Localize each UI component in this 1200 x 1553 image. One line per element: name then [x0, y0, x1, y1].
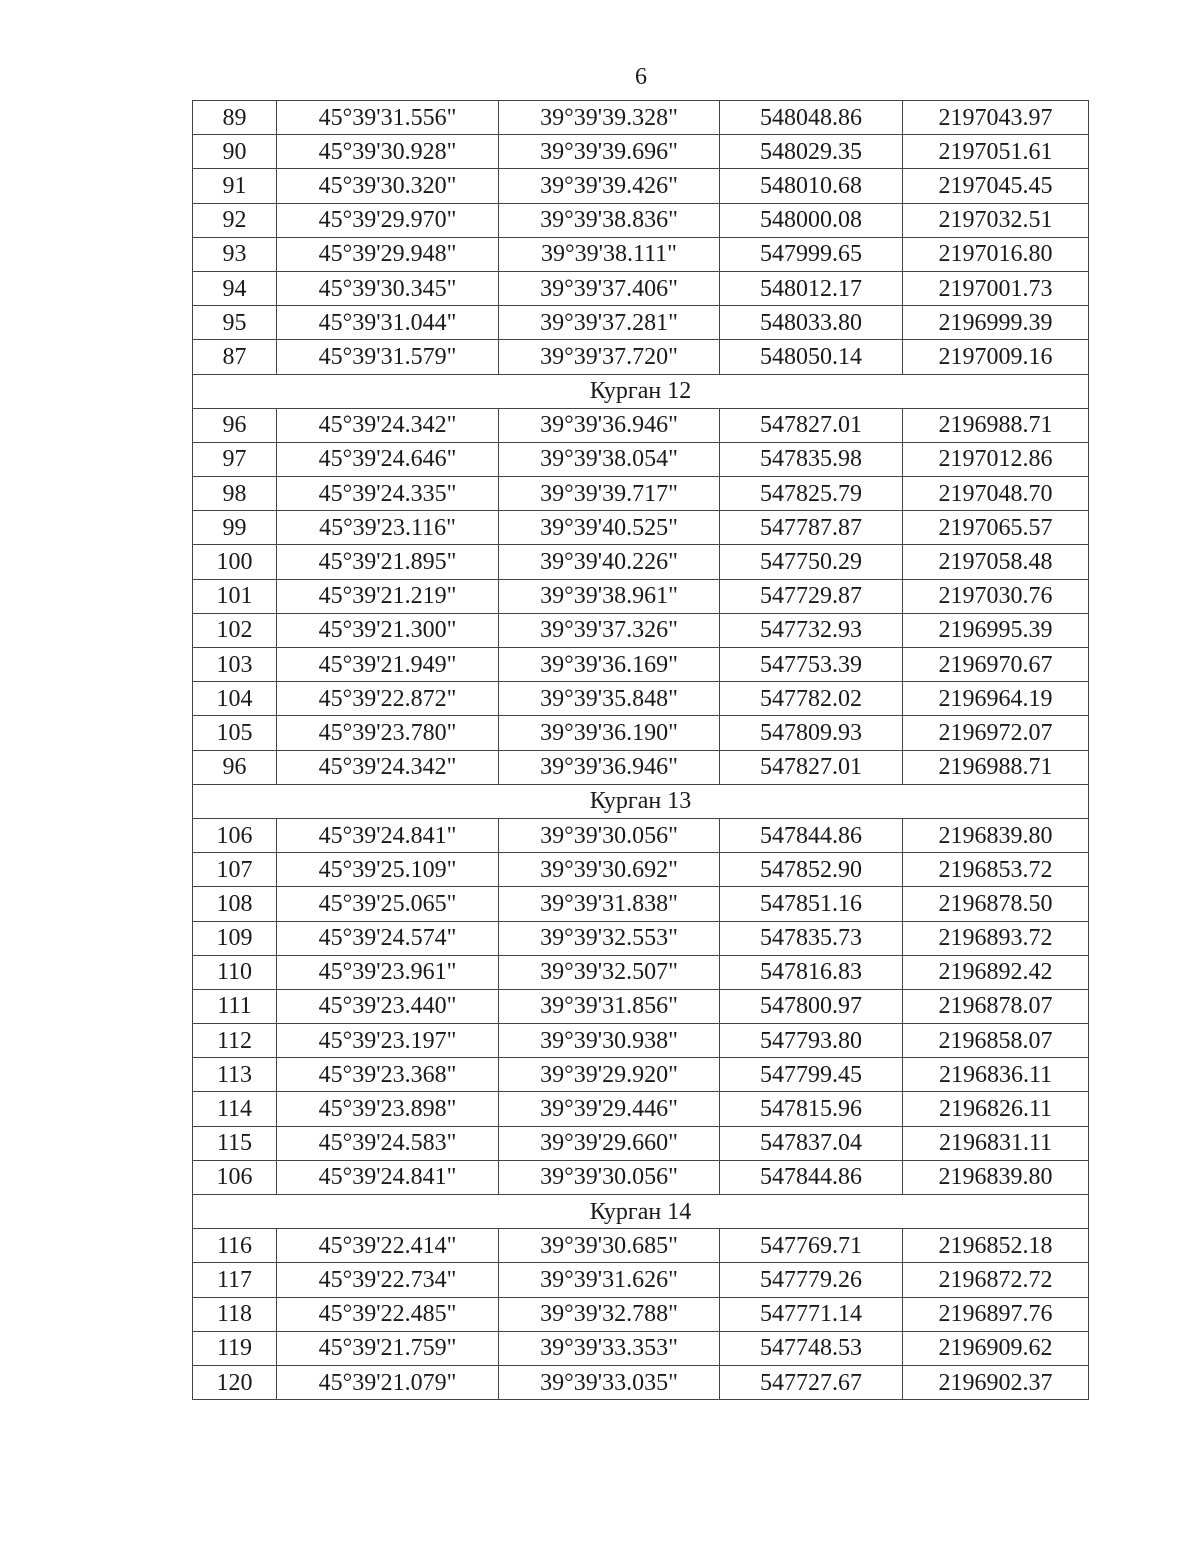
- point-number-cell: 111: [193, 989, 277, 1023]
- x-coordinate-cell: 548050.14: [720, 340, 903, 374]
- x-coordinate-cell: 547771.14: [720, 1297, 903, 1331]
- table-row: [193, 921, 1089, 955]
- longitude-cell: 39°39'39.328": [499, 101, 720, 135]
- latitude-cell: 45°39'24.342": [277, 750, 499, 784]
- table-row: [193, 1024, 1089, 1058]
- y-coordinate-cell: 2196858.07: [903, 1024, 1089, 1058]
- latitude-cell: 45°39'25.065": [277, 887, 499, 921]
- table-row: [193, 477, 1089, 511]
- longitude-cell: 39°39'29.920": [499, 1058, 720, 1092]
- longitude-cell: 39°39'30.685": [499, 1229, 720, 1263]
- y-coordinate-cell: 2196893.72: [903, 921, 1089, 955]
- longitude-cell: 39°39'38.054": [499, 442, 720, 476]
- point-number-cell: 116: [193, 1229, 277, 1263]
- section-title: Курган 14: [193, 1195, 1089, 1229]
- longitude-cell: 39°39'37.326": [499, 613, 720, 647]
- longitude-cell: 39°39'36.946": [499, 750, 720, 784]
- latitude-cell: 45°39'23.368": [277, 1058, 499, 1092]
- page-number: 6: [635, 64, 647, 90]
- latitude-cell: 45°39'21.759": [277, 1331, 499, 1365]
- table-row: [193, 613, 1089, 647]
- table-row: [193, 101, 1089, 135]
- x-coordinate-cell: 548010.68: [720, 169, 903, 203]
- x-coordinate-cell: 547827.01: [720, 750, 903, 784]
- x-coordinate-cell: 548048.86: [720, 101, 903, 135]
- table-row: [193, 511, 1089, 545]
- x-coordinate-cell: 547799.45: [720, 1058, 903, 1092]
- point-number-cell: 103: [193, 648, 277, 682]
- x-coordinate-cell: 548029.35: [720, 135, 903, 169]
- point-number-cell: 89: [193, 101, 277, 135]
- x-coordinate-cell: 547727.67: [720, 1365, 903, 1399]
- x-coordinate-cell: 547835.98: [720, 442, 903, 476]
- y-coordinate-cell: 2196902.37: [903, 1365, 1089, 1399]
- x-coordinate-cell: 547793.80: [720, 1024, 903, 1058]
- y-coordinate-cell: 2196872.72: [903, 1263, 1089, 1297]
- y-coordinate-cell: 2196836.11: [903, 1058, 1089, 1092]
- x-coordinate-cell: 548012.17: [720, 271, 903, 305]
- latitude-cell: 45°39'24.335": [277, 477, 499, 511]
- x-coordinate-cell: 547809.93: [720, 716, 903, 750]
- section-header-row: [193, 1195, 1089, 1229]
- latitude-cell: 45°39'21.079": [277, 1365, 499, 1399]
- x-coordinate-cell: 547835.73: [720, 921, 903, 955]
- longitude-cell: 39°39'30.692": [499, 853, 720, 887]
- x-coordinate-cell: 547800.97: [720, 989, 903, 1023]
- latitude-cell: 45°39'24.841": [277, 1160, 499, 1194]
- table-row: [193, 237, 1089, 271]
- point-number-cell: 98: [193, 477, 277, 511]
- y-coordinate-cell: 2197032.51: [903, 203, 1089, 237]
- longitude-cell: 39°39'40.525": [499, 511, 720, 545]
- table-row: [193, 1229, 1089, 1263]
- section-title: Курган 13: [193, 784, 1089, 818]
- table-row: [193, 1331, 1089, 1365]
- table-row: [193, 340, 1089, 374]
- y-coordinate-cell: 2196988.71: [903, 750, 1089, 784]
- table-row: [193, 1160, 1089, 1194]
- x-coordinate-cell: 547852.90: [720, 853, 903, 887]
- longitude-cell: 39°39'31.626": [499, 1263, 720, 1297]
- point-number-cell: 96: [193, 750, 277, 784]
- table-row: [193, 1092, 1089, 1126]
- latitude-cell: 45°39'23.440": [277, 989, 499, 1023]
- longitude-cell: 39°39'39.426": [499, 169, 720, 203]
- section-header-row: [193, 374, 1089, 408]
- y-coordinate-cell: 2197012.86: [903, 442, 1089, 476]
- x-coordinate-cell: 547750.29: [720, 545, 903, 579]
- longitude-cell: 39°39'33.035": [499, 1365, 720, 1399]
- latitude-cell: 45°39'31.556": [277, 101, 499, 135]
- point-number-cell: 90: [193, 135, 277, 169]
- table-row: [193, 442, 1089, 476]
- point-number-cell: 117: [193, 1263, 277, 1297]
- latitude-cell: 45°39'31.579": [277, 340, 499, 374]
- latitude-cell: 45°39'30.928": [277, 135, 499, 169]
- longitude-cell: 39°39'30.056": [499, 1160, 720, 1194]
- longitude-cell: 39°39'32.553": [499, 921, 720, 955]
- point-number-cell: 105: [193, 716, 277, 750]
- longitude-cell: 39°39'29.660": [499, 1126, 720, 1160]
- y-coordinate-cell: 2197016.80: [903, 237, 1089, 271]
- latitude-cell: 45°39'21.219": [277, 579, 499, 613]
- point-number-cell: 99: [193, 511, 277, 545]
- table-row: [193, 818, 1089, 852]
- x-coordinate-cell: 547851.16: [720, 887, 903, 921]
- x-coordinate-cell: 547815.96: [720, 1092, 903, 1126]
- longitude-cell: 39°39'38.111": [499, 237, 720, 271]
- x-coordinate-cell: 547779.26: [720, 1263, 903, 1297]
- latitude-cell: 45°39'24.574": [277, 921, 499, 955]
- x-coordinate-cell: 547827.01: [720, 408, 903, 442]
- longitude-cell: 39°39'35.848": [499, 682, 720, 716]
- coordinates-table-body: [193, 101, 1089, 1400]
- latitude-cell: 45°39'24.583": [277, 1126, 499, 1160]
- latitude-cell: 45°39'22.485": [277, 1297, 499, 1331]
- y-coordinate-cell: 2197065.57: [903, 511, 1089, 545]
- table-row: [193, 955, 1089, 989]
- y-coordinate-cell: 2196839.80: [903, 1160, 1089, 1194]
- y-coordinate-cell: 2196995.39: [903, 613, 1089, 647]
- table-row: [193, 648, 1089, 682]
- table-row: [193, 1126, 1089, 1160]
- latitude-cell: 45°39'24.841": [277, 818, 499, 852]
- point-number-cell: 106: [193, 818, 277, 852]
- latitude-cell: 45°39'22.414": [277, 1229, 499, 1263]
- latitude-cell: 45°39'22.872": [277, 682, 499, 716]
- point-number-cell: 87: [193, 340, 277, 374]
- longitude-cell: 39°39'30.056": [499, 818, 720, 852]
- table-row: [193, 1263, 1089, 1297]
- point-number-cell: 95: [193, 306, 277, 340]
- point-number-cell: 97: [193, 442, 277, 476]
- latitude-cell: 45°39'21.300": [277, 613, 499, 647]
- latitude-cell: 45°39'21.895": [277, 545, 499, 579]
- x-coordinate-cell: 547753.39: [720, 648, 903, 682]
- y-coordinate-cell: 2197001.73: [903, 271, 1089, 305]
- longitude-cell: 39°39'32.788": [499, 1297, 720, 1331]
- longitude-cell: 39°39'38.836": [499, 203, 720, 237]
- x-coordinate-cell: 547825.79: [720, 477, 903, 511]
- longitude-cell: 39°39'32.507": [499, 955, 720, 989]
- table-row: [193, 1297, 1089, 1331]
- y-coordinate-cell: 2197045.45: [903, 169, 1089, 203]
- latitude-cell: 45°39'24.342": [277, 408, 499, 442]
- point-number-cell: 104: [193, 682, 277, 716]
- x-coordinate-cell: 548000.08: [720, 203, 903, 237]
- longitude-cell: 39°39'31.856": [499, 989, 720, 1023]
- point-number-cell: 113: [193, 1058, 277, 1092]
- y-coordinate-cell: 2196897.76: [903, 1297, 1089, 1331]
- y-coordinate-cell: 2196878.07: [903, 989, 1089, 1023]
- longitude-cell: 39°39'37.281": [499, 306, 720, 340]
- y-coordinate-cell: 2196831.11: [903, 1126, 1089, 1160]
- point-number-cell: 112: [193, 1024, 277, 1058]
- longitude-cell: 39°39'36.169": [499, 648, 720, 682]
- latitude-cell: 45°39'24.646": [277, 442, 499, 476]
- table-row: [193, 1058, 1089, 1092]
- longitude-cell: 39°39'39.717": [499, 477, 720, 511]
- y-coordinate-cell: 2197030.76: [903, 579, 1089, 613]
- x-coordinate-cell: 547729.87: [720, 579, 903, 613]
- table-row: [193, 853, 1089, 887]
- table-row: [193, 682, 1089, 716]
- table-row: [193, 408, 1089, 442]
- table-row: [193, 135, 1089, 169]
- section-title: Курган 12: [193, 374, 1089, 408]
- x-coordinate-cell: 547844.86: [720, 818, 903, 852]
- point-number-cell: 120: [193, 1365, 277, 1399]
- longitude-cell: 39°39'37.720": [499, 340, 720, 374]
- table-row: [193, 306, 1089, 340]
- longitude-cell: 39°39'37.406": [499, 271, 720, 305]
- latitude-cell: 45°39'25.109": [277, 853, 499, 887]
- x-coordinate-cell: 547816.83: [720, 955, 903, 989]
- table-row: [193, 579, 1089, 613]
- y-coordinate-cell: 2196853.72: [903, 853, 1089, 887]
- point-number-cell: 91: [193, 169, 277, 203]
- y-coordinate-cell: 2197048.70: [903, 477, 1089, 511]
- y-coordinate-cell: 2196826.11: [903, 1092, 1089, 1126]
- x-coordinate-cell: 547732.93: [720, 613, 903, 647]
- longitude-cell: 39°39'31.838": [499, 887, 720, 921]
- y-coordinate-cell: 2196892.42: [903, 955, 1089, 989]
- latitude-cell: 45°39'23.197": [277, 1024, 499, 1058]
- longitude-cell: 39°39'33.353": [499, 1331, 720, 1365]
- table-row: [193, 545, 1089, 579]
- x-coordinate-cell: 547782.02: [720, 682, 903, 716]
- point-number-cell: 92: [193, 203, 277, 237]
- table-row: [193, 989, 1089, 1023]
- table-row: [193, 1365, 1089, 1399]
- y-coordinate-cell: 2196852.18: [903, 1229, 1089, 1263]
- x-coordinate-cell: 547999.65: [720, 237, 903, 271]
- point-number-cell: 101: [193, 579, 277, 613]
- point-number-cell: 93: [193, 237, 277, 271]
- y-coordinate-cell: 2196839.80: [903, 818, 1089, 852]
- y-coordinate-cell: 2197009.16: [903, 340, 1089, 374]
- point-number-cell: 110: [193, 955, 277, 989]
- y-coordinate-cell: 2196909.62: [903, 1331, 1089, 1365]
- y-coordinate-cell: 2197043.97: [903, 101, 1089, 135]
- point-number-cell: 118: [193, 1297, 277, 1331]
- table-row: [193, 750, 1089, 784]
- latitude-cell: 45°39'23.961": [277, 955, 499, 989]
- point-number-cell: 96: [193, 408, 277, 442]
- latitude-cell: 45°39'23.780": [277, 716, 499, 750]
- point-number-cell: 115: [193, 1126, 277, 1160]
- table-row: [193, 169, 1089, 203]
- x-coordinate-cell: 547769.71: [720, 1229, 903, 1263]
- x-coordinate-cell: 548033.80: [720, 306, 903, 340]
- latitude-cell: 45°39'22.734": [277, 1263, 499, 1297]
- y-coordinate-cell: 2197058.48: [903, 545, 1089, 579]
- y-coordinate-cell: 2196972.07: [903, 716, 1089, 750]
- longitude-cell: 39°39'29.446": [499, 1092, 720, 1126]
- longitude-cell: 39°39'30.938": [499, 1024, 720, 1058]
- point-number-cell: 108: [193, 887, 277, 921]
- longitude-cell: 39°39'36.946": [499, 408, 720, 442]
- point-number-cell: 107: [193, 853, 277, 887]
- longitude-cell: 39°39'40.226": [499, 545, 720, 579]
- y-coordinate-cell: 2196988.71: [903, 408, 1089, 442]
- longitude-cell: 39°39'39.696": [499, 135, 720, 169]
- x-coordinate-cell: 547748.53: [720, 1331, 903, 1365]
- section-header-row: [193, 784, 1089, 818]
- x-coordinate-cell: 547787.87: [720, 511, 903, 545]
- point-number-cell: 100: [193, 545, 277, 579]
- y-coordinate-cell: 2196999.39: [903, 306, 1089, 340]
- latitude-cell: 45°39'30.320": [277, 169, 499, 203]
- longitude-cell: 39°39'36.190": [499, 716, 720, 750]
- y-coordinate-cell: 2196964.19: [903, 682, 1089, 716]
- latitude-cell: 45°39'23.898": [277, 1092, 499, 1126]
- latitude-cell: 45°39'21.949": [277, 648, 499, 682]
- latitude-cell: 45°39'30.345": [277, 271, 499, 305]
- latitude-cell: 45°39'29.948": [277, 237, 499, 271]
- y-coordinate-cell: 2197051.61: [903, 135, 1089, 169]
- table-row: [193, 716, 1089, 750]
- table-row: [193, 271, 1089, 305]
- table-row: [193, 887, 1089, 921]
- coordinates-table: [192, 100, 1089, 1400]
- longitude-cell: 39°39'38.961": [499, 579, 720, 613]
- y-coordinate-cell: 2196970.67: [903, 648, 1089, 682]
- latitude-cell: 45°39'29.970": [277, 203, 499, 237]
- table-row: [193, 203, 1089, 237]
- point-number-cell: 114: [193, 1092, 277, 1126]
- x-coordinate-cell: 547837.04: [720, 1126, 903, 1160]
- x-coordinate-cell: 547844.86: [720, 1160, 903, 1194]
- point-number-cell: 106: [193, 1160, 277, 1194]
- point-number-cell: 102: [193, 613, 277, 647]
- point-number-cell: 119: [193, 1331, 277, 1365]
- point-number-cell: 109: [193, 921, 277, 955]
- latitude-cell: 45°39'31.044": [277, 306, 499, 340]
- y-coordinate-cell: 2196878.50: [903, 887, 1089, 921]
- point-number-cell: 94: [193, 271, 277, 305]
- latitude-cell: 45°39'23.116": [277, 511, 499, 545]
